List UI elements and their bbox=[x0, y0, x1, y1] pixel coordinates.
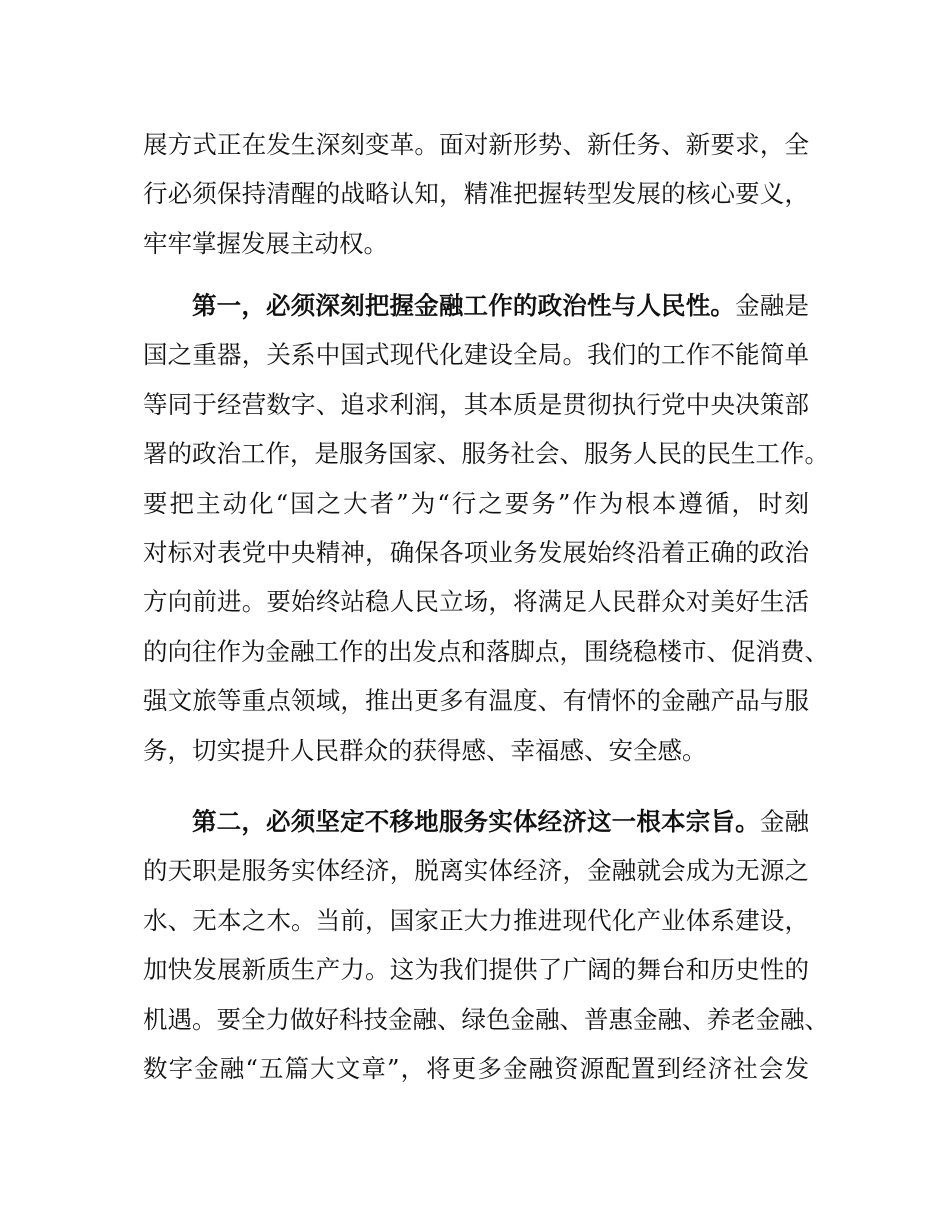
paragraph-text: 务，切实提升人民群众的获得感、幸福感、安全感。 bbox=[143, 735, 707, 765]
paragraph-text: 的向往作为金融工作的出发点和落脚点，围绕稳楼市、促消费、 bbox=[143, 636, 829, 666]
paragraph-text: 方向前进。要始终站稳人民立场，将满足人民群众对美好生活 bbox=[143, 587, 809, 617]
paragraph-text: 对标对表党中央精神，确保各项业务发展始终沿着正确的政治 bbox=[143, 538, 809, 567]
paragraph-line bbox=[143, 955, 809, 985]
paragraph-line bbox=[143, 489, 809, 519]
paragraph-line bbox=[143, 587, 809, 617]
paragraph-line bbox=[143, 179, 809, 209]
paragraph-line bbox=[143, 906, 809, 936]
paragraph-heading: 第二，必须坚定不移地服务实体经济这一根本宗旨。 bbox=[192, 807, 760, 836]
paragraph-text: 行必须保持清醒的战略认知，精准把握转型发展的核心要义， bbox=[143, 179, 809, 209]
paragraph-line bbox=[143, 229, 809, 259]
paragraph-line bbox=[192, 807, 809, 837]
paragraph-text: 金融是 bbox=[735, 291, 809, 320]
paragraph-text: 国之重器，关系中国式现代化建设全局。我们的工作不能简单 bbox=[143, 340, 809, 370]
paragraph-line bbox=[143, 736, 809, 766]
paragraph-text: 的天职是服务实体经济，脱离实体经济，金融就会成为无源之 bbox=[143, 856, 809, 886]
paragraph-line bbox=[143, 856, 809, 886]
paragraph-text: 加快发展新质生产力。这为我们提供了广阔的舞台和历史性的 bbox=[143, 955, 809, 985]
paragraph-line bbox=[143, 340, 809, 370]
paragraph-line bbox=[143, 439, 829, 469]
paragraph-line bbox=[143, 390, 809, 420]
paragraph-line bbox=[143, 538, 809, 568]
paragraph-text: 牢牢掌握发展主动权。 bbox=[143, 228, 388, 258]
paragraph-text: 数字金融“五篇大文章”，将更多金融资源配置到经济社会发 bbox=[143, 1054, 809, 1083]
paragraph-line bbox=[143, 636, 829, 667]
paragraph-line bbox=[143, 1054, 809, 1084]
paragraph-text: 水、无本之木。当前，国家正大力推进现代化产业体系建设， bbox=[143, 905, 809, 935]
paragraph-line bbox=[143, 1004, 829, 1035]
paragraph-line bbox=[192, 291, 809, 321]
paragraph-text: 署的政治工作，是服务国家、服务社会、服务人民的民生工作。 bbox=[143, 439, 829, 469]
paragraph-text: 强文旅等重点领域，推出更多有温度、有情怀的金融产品与服 bbox=[143, 686, 809, 716]
paragraph-text: 金融 bbox=[759, 807, 809, 836]
paragraph-text: 机遇。要全力做好科技金融、绿色金融、普惠金融、养老金融、 bbox=[143, 1004, 829, 1034]
paragraph-text: 等同于经营数字、追求利润，其本质是贯彻执行党中央决策部 bbox=[143, 389, 809, 419]
paragraph-heading: 第一，必须深刻把握金融工作的政治性与人民性。 bbox=[192, 291, 736, 320]
paragraph-line bbox=[143, 686, 809, 716]
paragraph-line bbox=[143, 130, 809, 160]
paragraph-text: 展方式正在发生深刻变革。面对新形势、新任务、新要求，全 bbox=[143, 130, 809, 159]
paragraph-text: 要把主动化“国之大者”为“行之要务”作为根本遵循，时刻 bbox=[143, 488, 809, 518]
